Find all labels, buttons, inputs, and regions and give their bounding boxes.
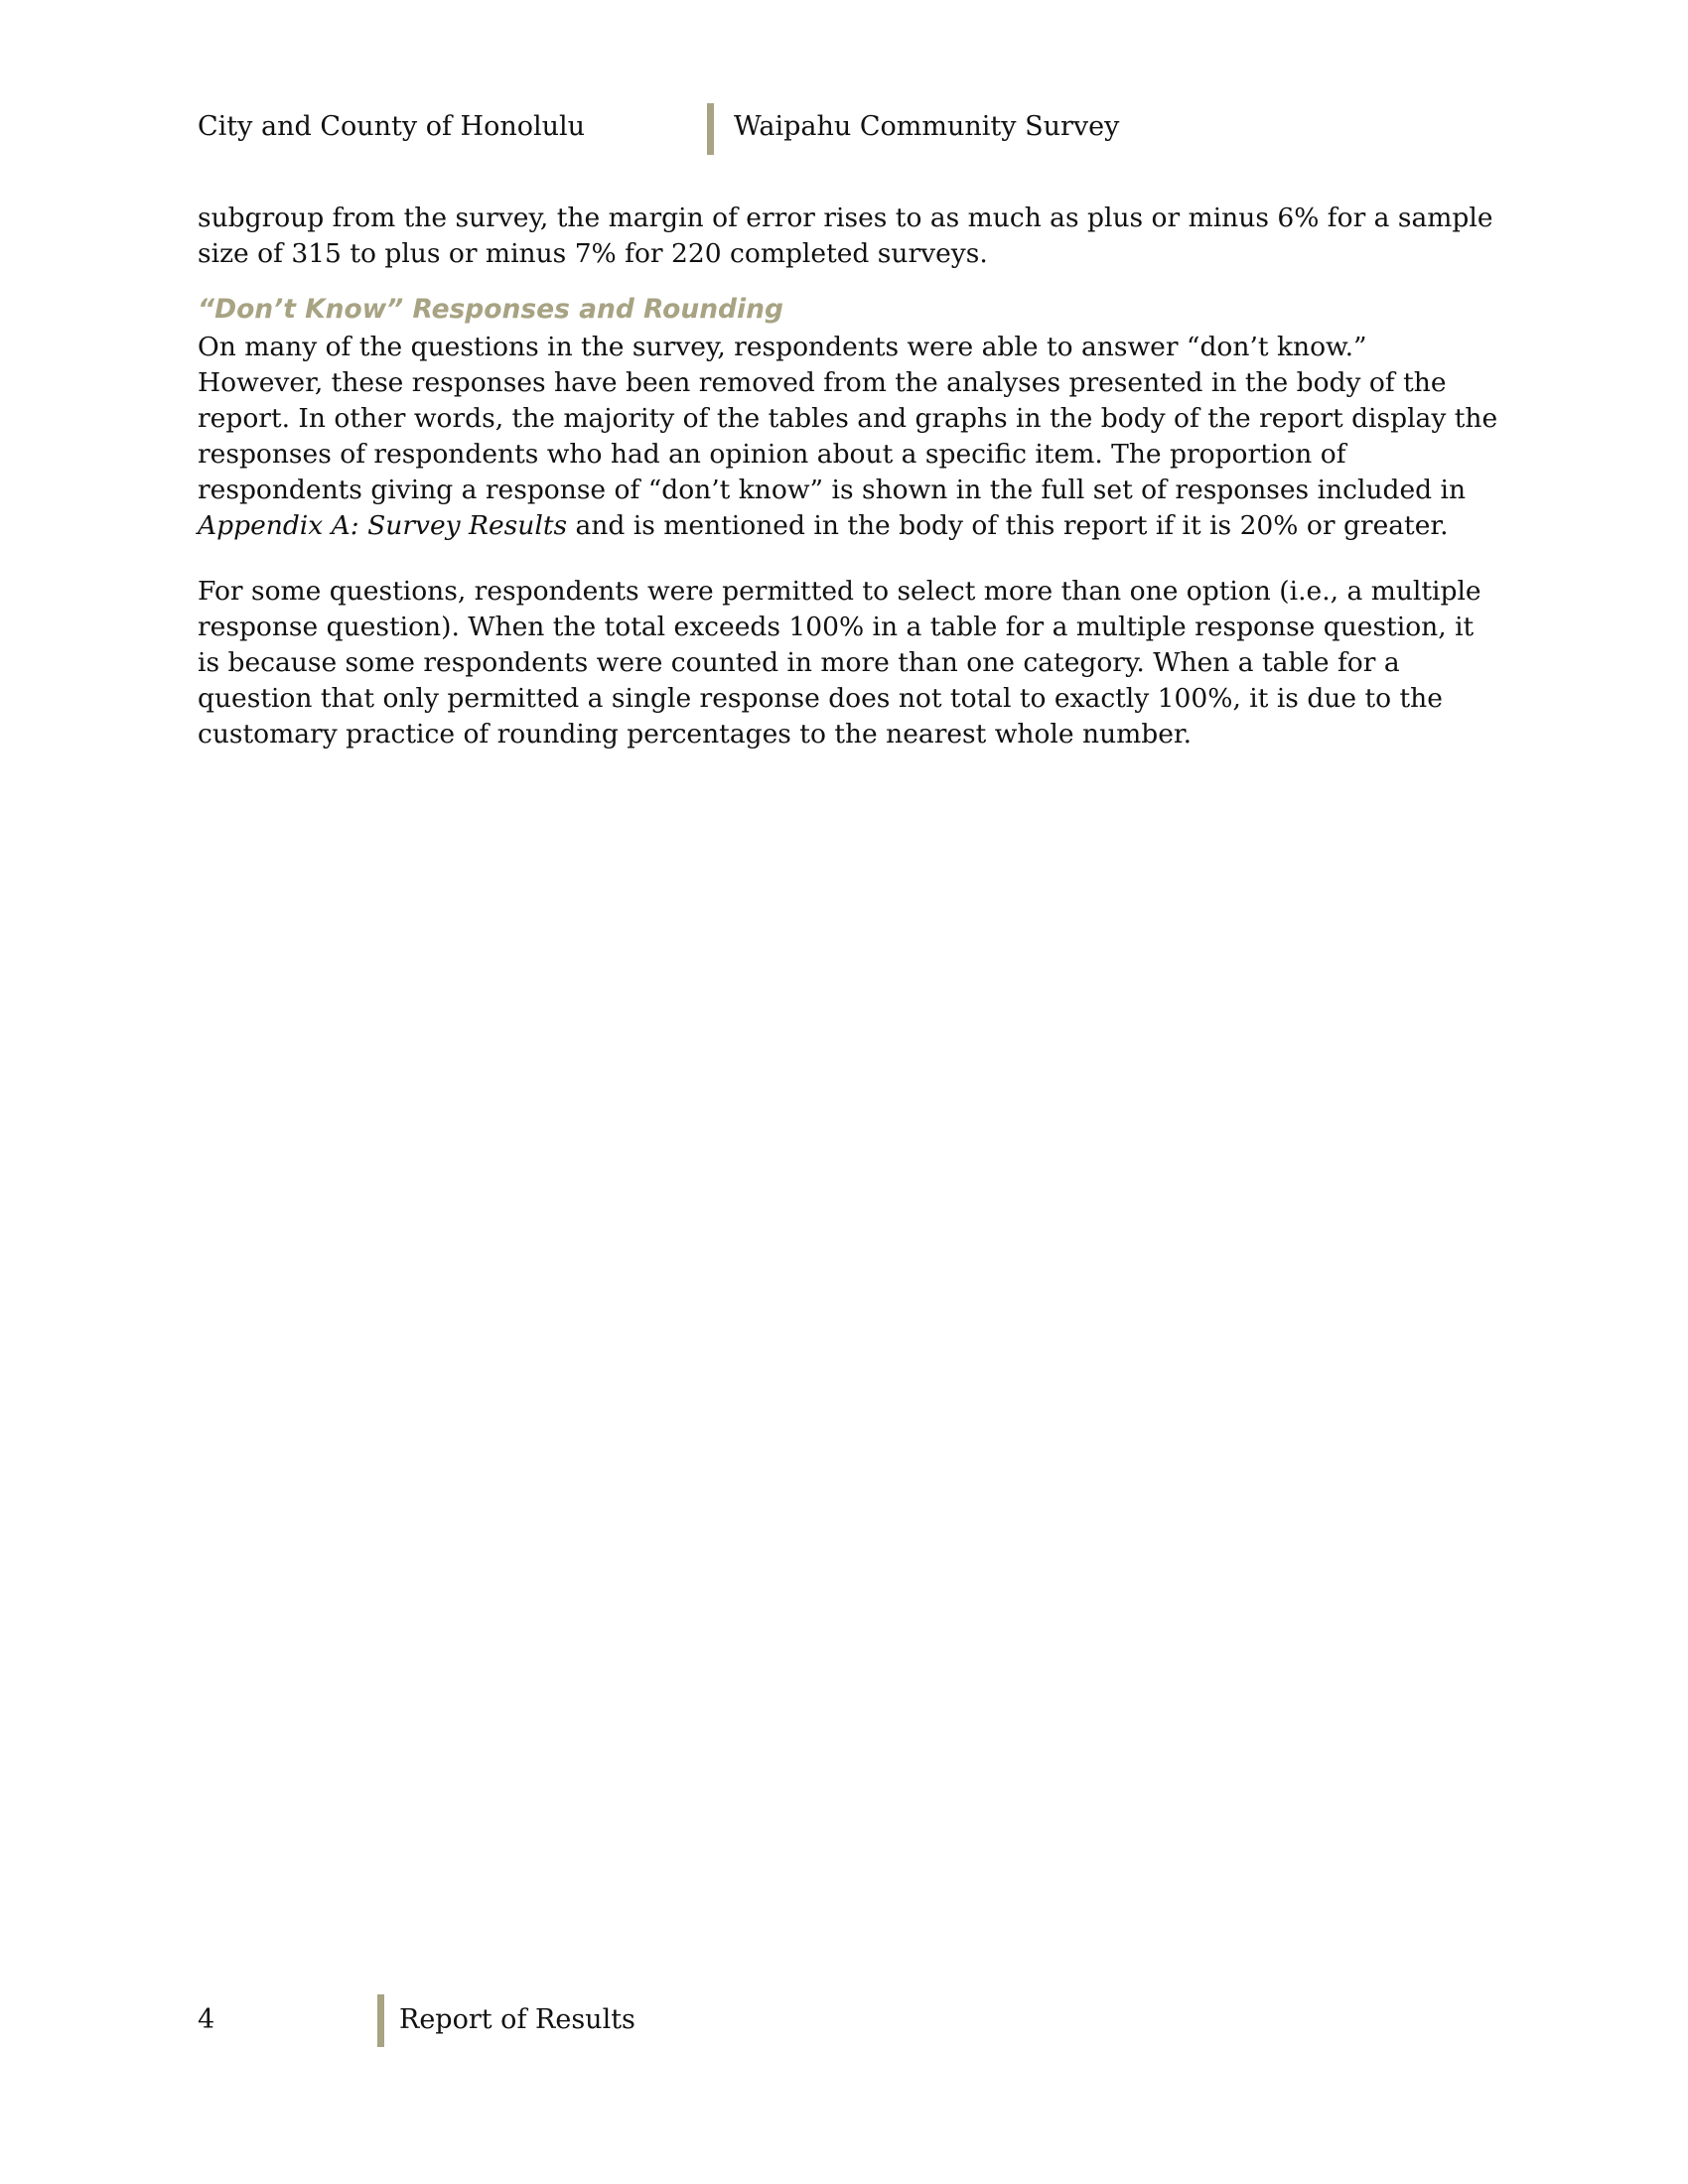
header-organization: City and County of Honolulu xyxy=(198,111,586,142)
continued-paragraph: subgroup from the survey, the margin of error rises to as much as plus or minus 6% for a sample size of 315 to plus or minus 7% for 220 completed surveys. xyxy=(198,203,1493,269)
header-report-name: Waipahu Community Survey xyxy=(734,111,1120,142)
page-number: 4 xyxy=(198,2004,215,2035)
page-header xyxy=(198,103,1488,159)
footer-title: Report of Results xyxy=(399,2004,635,2035)
page-body xyxy=(198,201,1498,782)
header-divider xyxy=(707,103,714,155)
page-footer xyxy=(198,1994,992,2050)
paragraph-dont-know xyxy=(198,330,1498,544)
paragraph-rounding: For some questions, respondents were permitted to select more than one option (i.e., a multiple response question). When the total exceeds 100% in a table for a multiple response question, it is because some respondents were counted in more than one category. When a table for a question that only permitted a single response does not total to exactly 100%, it is due to the customary practice of rounding percentages to the nearest whole number. xyxy=(198,576,1481,750)
footer-divider xyxy=(377,1994,384,2047)
appendix-reference: Appendix A: Survey Results xyxy=(198,510,568,541)
paragraph-dont-know-text: On many of the questions in the survey, respondents were able to answer “don’t know.” However, these responses have been removed from the analyses presented in the body of the report. In other words, the majority of the tables and graphs in the body of the report display the responses of respondents who had an opinion about a specific item. The proportion of respondents giving a response of “don’t know” is shown in the full set of responses included in xyxy=(198,332,1498,505)
paragraph-dont-know-tail: and is mentioned in the body of this report if it is 20% or greater. xyxy=(567,510,1449,541)
section-heading: “Don’t Know” Responses and Rounding xyxy=(198,294,783,325)
